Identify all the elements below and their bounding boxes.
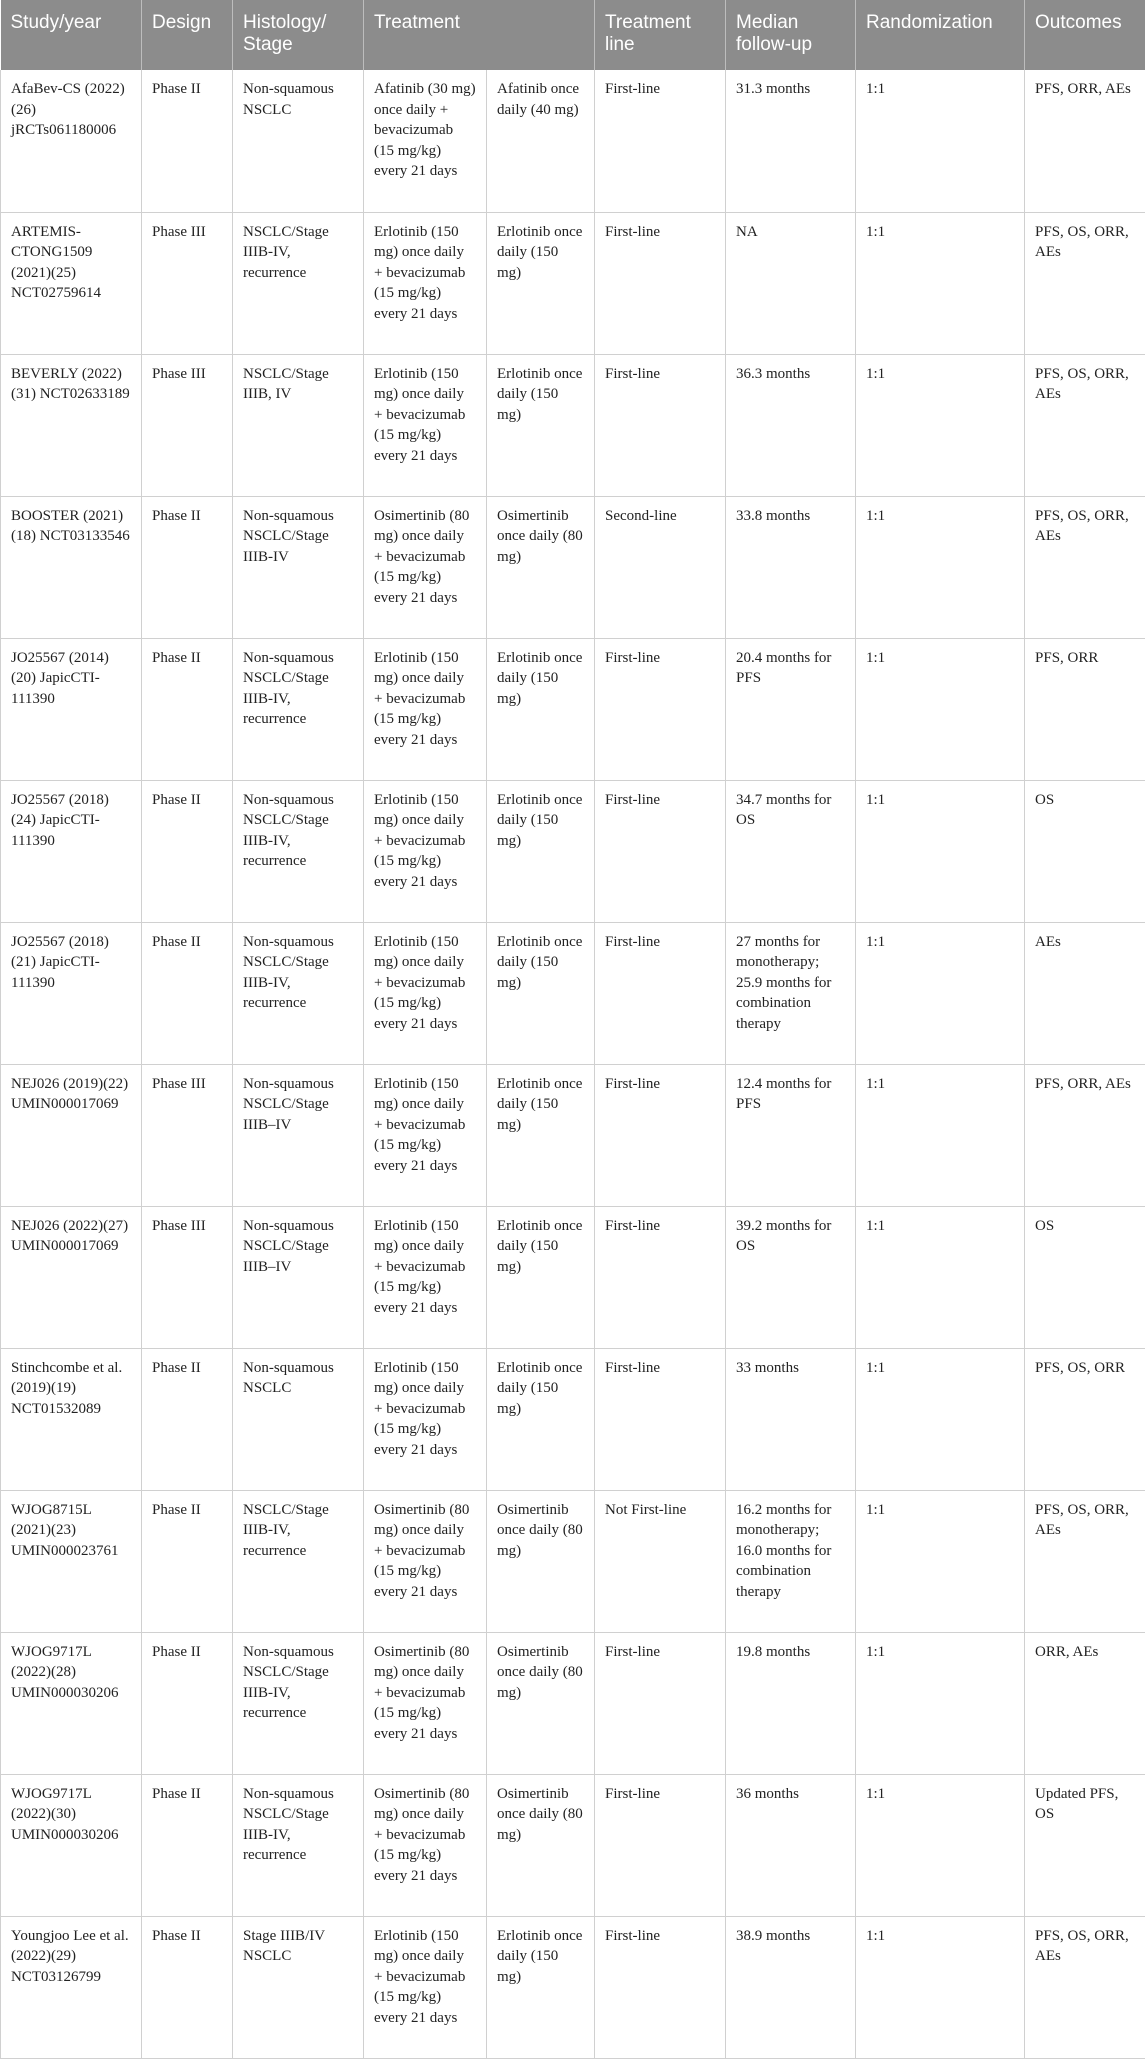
cell-median-follow-up: 19.8 months (726, 1632, 856, 1774)
cell-histology: Non-squamous NSCLC/Stage IIIB-IV, recurrence (233, 1632, 364, 1774)
table-row (1, 496, 1145, 638)
cell-study: NEJ026 (2019)(22) UMIN000017069 (1, 1064, 142, 1206)
cell-histology: Non-squamous NSCLC/Stage IIIB-IV, recurrence (233, 922, 364, 1064)
cell-treatment-line: Not First-line (595, 1490, 726, 1632)
cell-median-follow-up: 36 months (726, 1774, 856, 1916)
cell-median-follow-up: NA (726, 212, 856, 354)
cell-combination-treatment: Afatinib (30 mg) once daily + bevacizumab (15 mg/kg) every 21 days (364, 70, 487, 212)
cell-median-follow-up: 12.4 months for PFS (726, 1064, 856, 1206)
cell-combination-treatment: Osimertinib (80 mg) once daily + bevacizumab (15 mg/kg) every 21 days (364, 1632, 487, 1774)
cell-design: Phase II (142, 922, 233, 1064)
header-randomization: Randomization (856, 0, 1025, 70)
header-study-year: Study/year (1, 0, 142, 70)
table-header-row (1, 0, 1145, 70)
cell-treatment-line: First-line (595, 70, 726, 212)
table-row (1, 1490, 1145, 1632)
cell-treatment-line: First-line (595, 212, 726, 354)
cell-monotherapy-treatment: Erlotinib once daily (150 mg) (487, 922, 595, 1064)
cell-outcomes: PFS, ORR (1025, 638, 1145, 780)
cell-outcomes: PFS, OS, ORR, AEs (1025, 354, 1145, 496)
cell-monotherapy-treatment: Afatinib once daily (40 mg) (487, 70, 595, 212)
cell-design: Phase II (142, 496, 233, 638)
cell-randomization: 1:1 (856, 1490, 1025, 1632)
cell-design: Phase II (142, 1348, 233, 1490)
cell-randomization: 1:1 (856, 212, 1025, 354)
table-row (1, 70, 1145, 212)
cell-histology: NSCLC/Stage IIIB-IV, recurrence (233, 212, 364, 354)
header-histology-stage: Histology/ Stage (233, 0, 364, 70)
cell-design: Phase III (142, 1206, 233, 1348)
cell-design: Phase II (142, 638, 233, 780)
cell-combination-treatment: Erlotinib (150 mg) once daily + bevacizumab (15 mg/kg) every 21 days (364, 212, 487, 354)
cell-median-follow-up: 33 months (726, 1348, 856, 1490)
cell-design: Phase III (142, 354, 233, 496)
cell-combination-treatment: Erlotinib (150 mg) once daily + bevacizumab (15 mg/kg) every 21 days (364, 922, 487, 1064)
cell-randomization: 1:1 (856, 1916, 1025, 2058)
cell-design: Phase II (142, 1632, 233, 1774)
cell-randomization: 1:1 (856, 1206, 1025, 1348)
cell-outcomes: PFS, OS, ORR, AEs (1025, 496, 1145, 638)
cell-study: AfaBev-CS (2022)(26) jRCTs061180006 (1, 70, 142, 212)
cell-randomization: 1:1 (856, 354, 1025, 496)
cell-outcomes: PFS, ORR, AEs (1025, 70, 1145, 212)
cell-combination-treatment: Osimertinib (80 mg) once daily + bevacizumab (15 mg/kg) every 21 days (364, 1490, 487, 1632)
table-row (1, 1206, 1145, 1348)
table-row (1, 1348, 1145, 1490)
cell-randomization: 1:1 (856, 1774, 1025, 1916)
cell-outcomes: PFS, OS, ORR, AEs (1025, 212, 1145, 354)
cell-histology: Non-squamous NSCLC (233, 70, 364, 212)
cell-randomization: 1:1 (856, 70, 1025, 212)
cell-treatment-line: First-line (595, 1206, 726, 1348)
cell-outcomes: Updated PFS, OS (1025, 1774, 1145, 1916)
cell-randomization: 1:1 (856, 922, 1025, 1064)
cell-randomization: 1:1 (856, 496, 1025, 638)
cell-study: WJOG9717L (2022)(28) UMIN000030206 (1, 1632, 142, 1774)
cell-treatment-line: First-line (595, 1632, 726, 1774)
table-row (1, 1632, 1145, 1774)
table-row (1, 638, 1145, 780)
cell-treatment-line: First-line (595, 1348, 726, 1490)
cell-design: Phase II (142, 70, 233, 212)
cell-median-follow-up: 20.4 months for PFS (726, 638, 856, 780)
cell-combination-treatment: Erlotinib (150 mg) once daily + bevacizumab (15 mg/kg) every 21 days (364, 1916, 487, 2058)
cell-median-follow-up: 36.3 months (726, 354, 856, 496)
cell-monotherapy-treatment: Erlotinib once daily (150 mg) (487, 1064, 595, 1206)
cell-monotherapy-treatment: Osimertinib once daily (80 mg) (487, 496, 595, 638)
cell-treatment-line: First-line (595, 354, 726, 496)
cell-histology: Non-squamous NSCLC/Stage IIIB-IV, recurrence (233, 638, 364, 780)
cell-monotherapy-treatment: Osimertinib once daily (80 mg) (487, 1774, 595, 1916)
cell-study: WJOG8715L (2021)(23) UMIN000023761 (1, 1490, 142, 1632)
cell-median-follow-up: 16.2 months for monotherapy; 16.0 months for combination therapy (726, 1490, 856, 1632)
cell-design: Phase II (142, 1916, 233, 2058)
cell-outcomes: OS (1025, 1206, 1145, 1348)
cell-design: Phase III (142, 1064, 233, 1206)
cell-combination-treatment: Erlotinib (150 mg) once daily + bevacizumab (15 mg/kg) every 21 days (364, 638, 487, 780)
cell-design: Phase II (142, 1490, 233, 1632)
cell-median-follow-up: 31.3 months (726, 70, 856, 212)
header-treatment: Treatment (364, 0, 595, 70)
cell-design: Phase II (142, 780, 233, 922)
table-row (1, 212, 1145, 354)
cell-study: BOOSTER (2021)(18) NCT03133546 (1, 496, 142, 638)
cell-design: Phase III (142, 212, 233, 354)
cell-monotherapy-treatment: Erlotinib once daily (150 mg) (487, 1916, 595, 2058)
cell-randomization: 1:1 (856, 638, 1025, 780)
cell-histology: Non-squamous NSCLC/Stage IIIB-IV, recurrence (233, 780, 364, 922)
cell-histology: Non-squamous NSCLC/Stage IIIB-IV, recurrence (233, 1774, 364, 1916)
cell-median-follow-up: 39.2 months for OS (726, 1206, 856, 1348)
cell-study: Youngjoo Lee et al. (2022)(29) NCT03126799 (1, 1916, 142, 2058)
cell-design: Phase II (142, 1774, 233, 1916)
cell-outcomes: PFS, OS, ORR (1025, 1348, 1145, 1490)
cell-histology: Non-squamous NSCLC (233, 1348, 364, 1490)
cell-treatment-line: First-line (595, 1064, 726, 1206)
header-treatment-line: Treatment line (595, 0, 726, 70)
cell-study: BEVERLY (2022)(31) NCT02633189 (1, 354, 142, 496)
cell-treatment-line: First-line (595, 922, 726, 1064)
cell-histology: Non-squamous NSCLC/Stage IIIB–IV (233, 1064, 364, 1206)
cell-outcomes: PFS, OS, ORR, AEs (1025, 1490, 1145, 1632)
cell-monotherapy-treatment: Erlotinib once daily (150 mg) (487, 354, 595, 496)
cell-study: JO25567 (2014)(20) JapicCTI-111390 (1, 638, 142, 780)
table-row (1, 1916, 1145, 2058)
cell-histology: Non-squamous NSCLC/Stage IIIB-IV (233, 496, 364, 638)
cell-combination-treatment: Erlotinib (150 mg) once daily + bevacizumab (15 mg/kg) every 21 days (364, 1348, 487, 1490)
cell-median-follow-up: 34.7 months for OS (726, 780, 856, 922)
cell-histology: Stage IIIB/IV NSCLC (233, 1916, 364, 2058)
cell-monotherapy-treatment: Erlotinib once daily (150 mg) (487, 1206, 595, 1348)
cell-outcomes: PFS, ORR, AEs (1025, 1064, 1145, 1206)
header-design: Design (142, 0, 233, 70)
cell-randomization: 1:1 (856, 1632, 1025, 1774)
cell-outcomes: AEs (1025, 922, 1145, 1064)
table-row (1, 780, 1145, 922)
cell-histology: NSCLC/Stage IIIB, IV (233, 354, 364, 496)
cell-median-follow-up: 38.9 months (726, 1916, 856, 2058)
cell-median-follow-up: 27 months for monotherapy; 25.9 months for combination therapy (726, 922, 856, 1064)
cell-treatment-line: First-line (595, 638, 726, 780)
cell-treatment-line: Second-line (595, 496, 726, 638)
cell-combination-treatment: Erlotinib (150 mg) once daily + bevacizumab (15 mg/kg) every 21 days (364, 1064, 487, 1206)
table-body (1, 70, 1145, 2058)
cell-monotherapy-treatment: Erlotinib once daily (150 mg) (487, 212, 595, 354)
cell-monotherapy-treatment: Erlotinib once daily (150 mg) (487, 1348, 595, 1490)
table-row (1, 1774, 1145, 1916)
cell-combination-treatment: Erlotinib (150 mg) once daily + bevacizumab (15 mg/kg) every 21 days (364, 354, 487, 496)
cell-treatment-line: First-line (595, 1774, 726, 1916)
cell-combination-treatment: Osimertinib (80 mg) once daily + bevacizumab (15 mg/kg) every 21 days (364, 1774, 487, 1916)
header-outcomes: Outcomes (1025, 0, 1145, 70)
cell-monotherapy-treatment: Osimertinib once daily (80 mg) (487, 1632, 595, 1774)
cell-combination-treatment: Erlotinib (150 mg) once daily + bevacizumab (15 mg/kg) every 21 days (364, 1206, 487, 1348)
cell-histology: NSCLC/Stage IIIB-IV, recurrence (233, 1490, 364, 1632)
cell-study: NEJ026 (2022)(27) UMIN000017069 (1, 1206, 142, 1348)
table-row (1, 922, 1145, 1064)
cell-outcomes: PFS, OS, ORR, AEs (1025, 1916, 1145, 2058)
cell-histology: Non-squamous NSCLC/Stage IIIB–IV (233, 1206, 364, 1348)
cell-combination-treatment: Osimertinib (80 mg) once daily + bevacizumab (15 mg/kg) every 21 days (364, 496, 487, 638)
cell-monotherapy-treatment: Osimertinib once daily (80 mg) (487, 1490, 595, 1632)
cell-randomization: 1:1 (856, 1064, 1025, 1206)
cell-outcomes: ORR, AEs (1025, 1632, 1145, 1774)
table-row (1, 354, 1145, 496)
cell-study: JO25567 (2018)(21) JapicCTI-111390 (1, 922, 142, 1064)
cell-study: Stinchcombe et al. (2019)(19) NCT01532089 (1, 1348, 142, 1490)
cell-median-follow-up: 33.8 months (726, 496, 856, 638)
cell-randomization: 1:1 (856, 780, 1025, 922)
cell-study: ARTEMIS-CTONG1509 (2021)(25) NCT02759614 (1, 212, 142, 354)
cell-outcomes: OS (1025, 780, 1145, 922)
cell-monotherapy-treatment: Erlotinib once daily (150 mg) (487, 780, 595, 922)
table-row (1, 1064, 1145, 1206)
cell-combination-treatment: Erlotinib (150 mg) once daily + bevacizumab (15 mg/kg) every 21 days (364, 780, 487, 922)
header-median-follow-up: Median follow-up (726, 0, 856, 70)
cell-treatment-line: First-line (595, 780, 726, 922)
cell-treatment-line: First-line (595, 1916, 726, 2058)
cell-study: JO25567 (2018)(24) JapicCTI-111390 (1, 780, 142, 922)
cell-randomization: 1:1 (856, 1348, 1025, 1490)
cell-study: WJOG9717L (2022)(30) UMIN000030206 (1, 1774, 142, 1916)
cell-monotherapy-treatment: Erlotinib once daily (150 mg) (487, 638, 595, 780)
